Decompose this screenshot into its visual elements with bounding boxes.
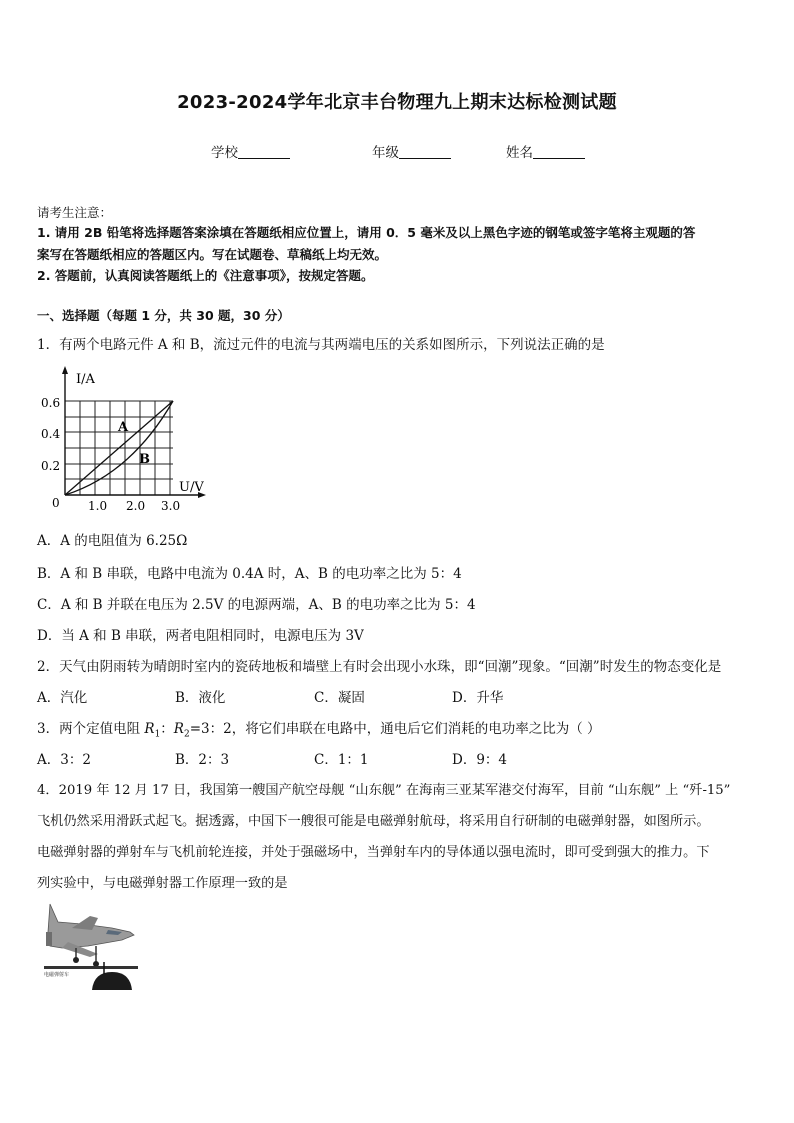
q4-line1: 4．2019 年 12 月 17 日，我国第一艘国产航空母舰 “山东舰” 在海南三亚某军港交付海军，目前 “山东舰” 上 “歼-15” [37,783,731,798]
q2-stem: 2．天气由阴雨转为晴朗时室内的瓷砖地板和墙壁上有时会出现小水珠，即“回潮”现象。“回潮”时发生的物态变化是 [37,659,722,675]
y-tick-0.4: 0.4 [41,427,61,441]
q1-iv-graph [36,364,216,514]
y-tick-0.6: 0.6 [41,396,61,410]
grade-blank[interactable] [399,145,451,159]
school-field[interactable] [211,141,290,161]
q2-option-a[interactable]: A．汽化 [37,690,88,706]
q4-line2: 飞机仍然采用滑跃式起飞。据透露，中国下一艘很可能是电磁弹射航母，将采用自行研制的电磁弹射器，如图所示。 [37,814,710,829]
q3-option-c[interactable]: C．1：1 [314,752,369,768]
section-heading: 一、选择题（每题 1 分，共 30 题，30 分） [37,308,290,323]
q4-line3: 电磁弹射器的弹射车与飞机前轮连接，并处于强磁场中，当弹射车内的导体通以强电流时，即可受到强大的推力。下 [37,845,710,860]
q4-catapult-figure [42,902,140,992]
school-blank[interactable] [238,145,290,159]
q1-option-b[interactable]: B．A 和 B 串联，电路中电流为 0.4A 时，A、B 的电功率之比为 5：4 [37,566,462,582]
q2-option-b[interactable]: B．液化 [175,690,226,706]
page-title: 2023-2024学年北京丰台物理九上期末达标检测试题 [177,92,617,113]
q4-line4: 列实验中，与电磁弹射器工作原理一致的是 [37,876,288,891]
notice-item2: 2. 答题前，认真阅读答题纸上的《注意事项》，按规定答题。 [37,268,374,283]
q1-option-c[interactable]: C．A 和 B 并联在电压为 2.5V 的电源两端，A、B 的电功率之比为 5：4 [37,597,476,613]
q3-stem: 3．两个定值电阻 $R_1$：$R_2=3$：2，将它们串联在电路中，通电后它们消耗的电功率之比为（ ） [37,721,601,740]
y-axis-arrow [62,366,68,374]
q3-option-a[interactable]: A．3：2 [37,752,91,768]
name-label: 姓名 [506,145,533,161]
catapult-cart [92,972,132,990]
y-tick-0.2: 0.2 [41,459,61,473]
y-axis-label: I/A [76,372,95,387]
catapult-track [44,966,138,969]
name-blank[interactable] [533,145,585,159]
q2-option-c[interactable]: C．凝固 [314,690,365,706]
q3-option-d[interactable]: D．9：4 [452,752,508,768]
q1-option-a[interactable]: A．A 的电阻值为 6.25Ω [37,533,188,549]
notice-item1-line2: 案写在答题纸相应的答题区内。写在试题卷、草稿纸上均无效。 [37,247,388,262]
school-label: 学校 [211,145,238,161]
r2-symbol: R [173,721,184,737]
q2-option-d[interactable]: D．升华 [452,690,504,706]
q3-option-b[interactable]: B．2：3 [175,752,230,768]
notice-item1-line1: 1. 请用 2B 铅笔将选择题答案涂填在答题纸相应位置上，请用 0．5 毫米及以上黑色字迹的钢笔或签字笔将主观题的答 [37,225,696,240]
curve-a-label: A [118,420,129,435]
origin-label: 0 [52,496,60,510]
q1-stem: 1．有两个电路元件 A 和 B，流过元件的电流与其两端电压的关系如图所示，下列说法正确的是 [37,337,605,353]
curve-b-label: B [139,452,150,467]
grade-field[interactable] [372,141,451,161]
notice-heading: 请考生注意： [37,205,113,220]
x-tick-1.0: 1.0 [88,499,108,513]
q1-option-d[interactable]: D．当 A 和 B 串联，两者电阻相同时，电源电压为 3V [37,628,364,644]
r1-symbol: R [144,721,155,737]
grade-label: 年级 [372,145,399,161]
x-axis-label: U/V [179,480,204,495]
x-tick-2.0: 2.0 [126,499,146,513]
name-field[interactable] [506,141,585,161]
jet-fighter-image [46,904,134,967]
figure-caption: 电磁弹射车 [44,972,70,978]
x-tick-3.0: 3.0 [161,499,181,513]
